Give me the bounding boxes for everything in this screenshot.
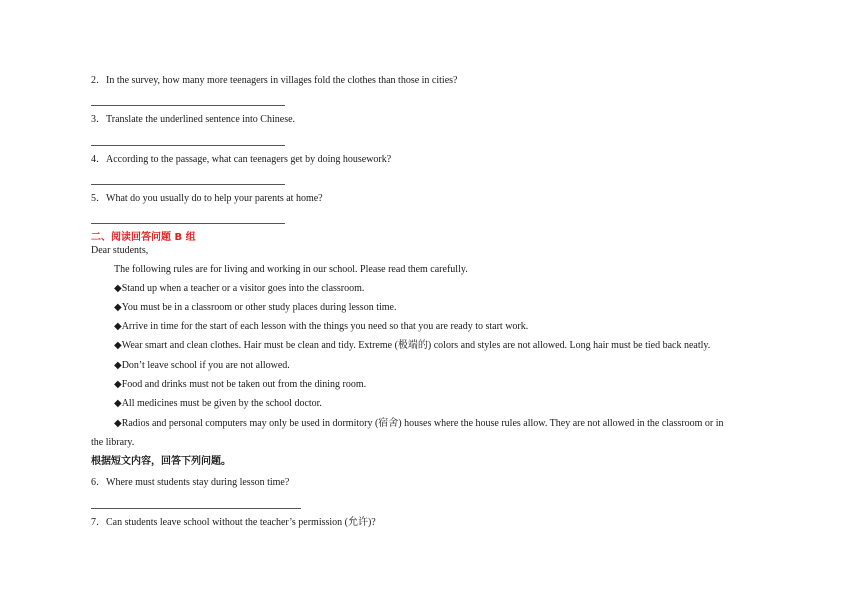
question-text: According to the passage, what can teenagers get by doing housework? bbox=[106, 154, 392, 165]
rule-item: ◆Wear smart and clean clothes. Hair must be clean and tidy. Extreme (极端的) colors and styles are not allowed. Long hair must be tied back neatly. bbox=[114, 340, 711, 351]
section-heading: 二、阅读回答问题 B 组 bbox=[91, 232, 196, 243]
question-text: In the survey, how many more teenagers in villages fold the clothes than those in cities? bbox=[106, 75, 458, 86]
rule-item: ◆Radios and personal computers may only be used in dormitory (宿舍) houses where the house rules allow. They are not allowed in the classroom or in bbox=[114, 418, 724, 429]
answer-line[interactable] bbox=[91, 105, 285, 106]
letter-intro: The following rules are for living and working in our school. Please read them carefully. bbox=[114, 264, 468, 275]
instruction-text: 根据短文内容，回答下列问题。 bbox=[91, 456, 231, 467]
question-7 bbox=[91, 517, 376, 529]
question-2 bbox=[91, 75, 457, 87]
rule-item: ◆Don’t leave school if you are not allowed. bbox=[114, 360, 290, 371]
question-number: 2． bbox=[91, 75, 106, 86]
rule-item-continuation: the library. bbox=[91, 437, 135, 448]
rule-item: ◆All medicines must be given by the school doctor. bbox=[114, 398, 322, 409]
question-number: 4． bbox=[91, 154, 106, 165]
question-number: 3． bbox=[91, 114, 106, 125]
answer-line[interactable] bbox=[91, 223, 285, 224]
rule-item: ◆Food and drinks must not be taken out from the dining room. bbox=[114, 379, 367, 390]
rule-item: ◆Arrive in time for the start of each lesson with the things you need so that you are ready to start work. bbox=[114, 321, 529, 332]
question-5 bbox=[91, 193, 323, 205]
question-text: Can students leave school without the teacher’s permission (允许)? bbox=[106, 517, 376, 528]
question-number: 5． bbox=[91, 193, 106, 204]
question-number: 6． bbox=[91, 477, 106, 488]
question-3 bbox=[91, 114, 295, 126]
question-text: What do you usually do to help your parents at home? bbox=[106, 193, 323, 204]
question-4 bbox=[91, 154, 391, 166]
question-6 bbox=[91, 477, 289, 489]
rule-item: ◆You must be in a classroom or other study places during lesson time. bbox=[114, 302, 397, 313]
answer-line[interactable] bbox=[91, 184, 285, 185]
question-text: Translate the underlined sentence into Chinese. bbox=[106, 114, 296, 125]
question-number: 7． bbox=[91, 517, 106, 528]
answer-line[interactable] bbox=[91, 145, 285, 146]
rule-item: ◆Stand up when a teacher or a visitor goes into the classroom. bbox=[114, 283, 365, 294]
question-text: Where must students stay during lesson time? bbox=[106, 477, 290, 488]
answer-line[interactable] bbox=[91, 508, 301, 509]
letter-greeting: Dear students, bbox=[91, 245, 149, 256]
